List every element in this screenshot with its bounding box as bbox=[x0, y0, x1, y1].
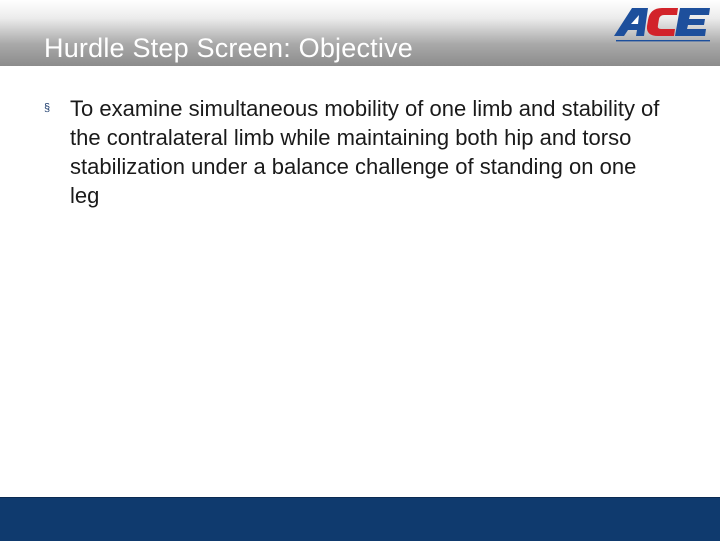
bullet-item bbox=[44, 94, 684, 210]
footer-band bbox=[0, 497, 720, 541]
bullet-marker: § bbox=[44, 102, 51, 114]
bullet-text: To examine simultaneous mobility of one limb and stability of the contralateral limb while maintaining both hip and torso stabilization under a balance challenge of standing on one leg bbox=[70, 96, 660, 208]
slide-title: Hurdle Step Screen: Objective bbox=[44, 33, 413, 63]
ace-logo bbox=[612, 4, 714, 44]
content-area bbox=[44, 94, 684, 210]
